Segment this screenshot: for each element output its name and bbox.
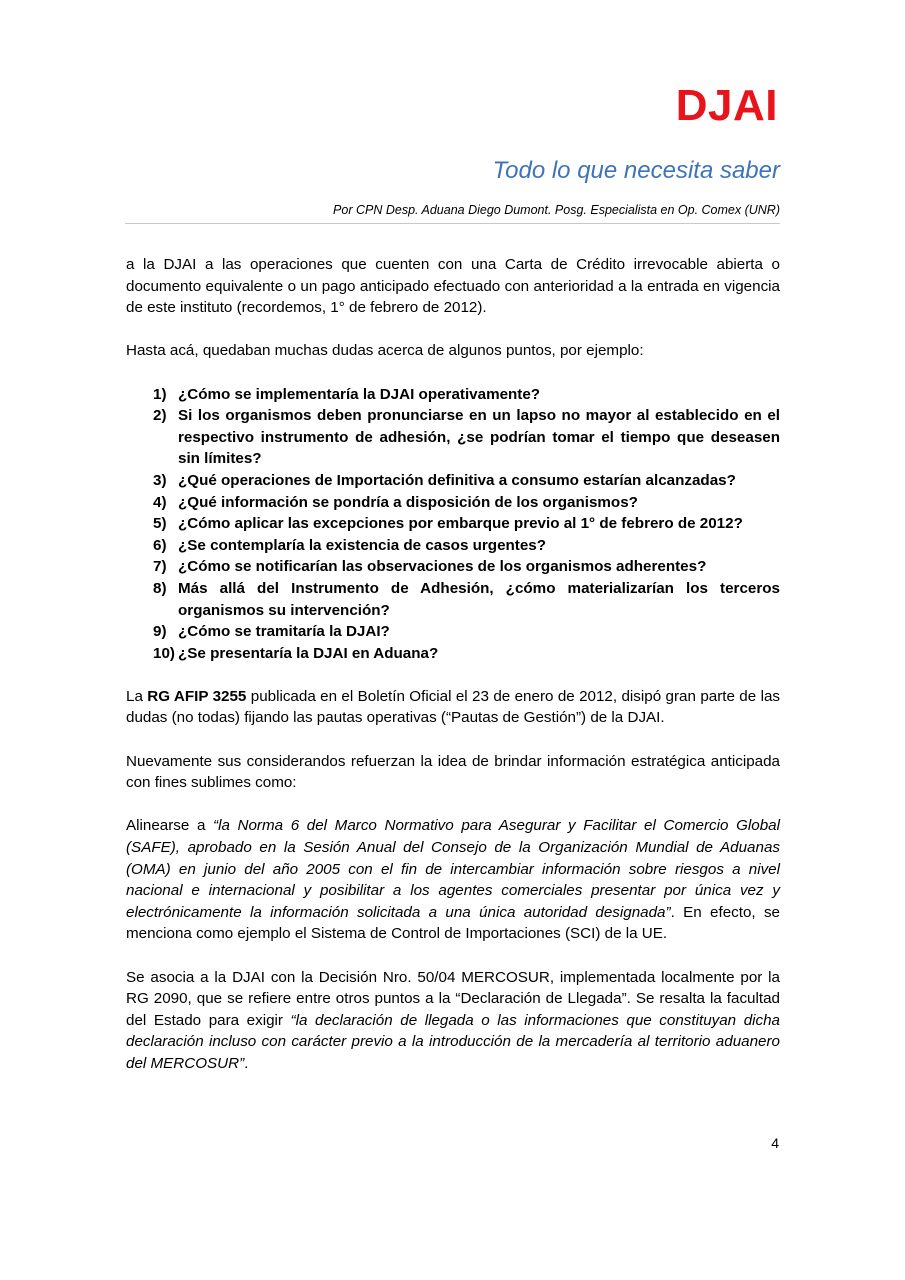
list-item-text: ¿Qué información se pondría a disposición de los organismos? <box>178 493 638 511</box>
list-item <box>126 492 780 514</box>
list-item-number: 6) <box>153 536 167 554</box>
list-item <box>126 384 780 406</box>
text-run: publicada en el Boletín Oficial el 23 de enero de 2012, disipó gran parte de las dudas (no todas) fijando las pautas operativas (“Pautas de Gestión”) de la DJAI. <box>126 687 780 727</box>
document-subtitle: Todo lo que necesita saber <box>492 157 780 184</box>
header-divider <box>125 223 780 224</box>
list-item-number: 10) <box>153 644 175 662</box>
list-item-number: 2) <box>153 407 167 425</box>
spacer <box>126 794 780 816</box>
list-item-number: 5) <box>153 515 167 533</box>
list-item-text: ¿Se presentaría la DJAI en Aduana? <box>178 644 439 662</box>
document-title: DJAI <box>675 81 778 130</box>
list-item-number: 3) <box>153 471 167 489</box>
list-item-number: 4) <box>153 493 167 511</box>
text-run: La <box>126 687 148 705</box>
list-item-text: ¿Cómo se notificarían las observaciones de los organismos adherentes? <box>178 558 707 576</box>
author-line: Por CPN Desp. Aduana Diego Dumont. Posg. Especialista en Op. Comex (UNR) <box>333 203 780 217</box>
list-item-number: 9) <box>153 623 167 641</box>
page-number: 4 <box>771 1135 779 1151</box>
body-text <box>126 254 780 1075</box>
text-run: Se asocia a la DJAI con la Decisión Nro. 50/04 MERCOSUR, implementada localmente por la RG 2090, que se refiere entre otros puntos a la “Declaración de Llegada”. Se resalta la facultad del Estado para exigir <box>126 968 780 1029</box>
spacer <box>126 319 780 341</box>
text-run: . En efecto, se menciona como ejemplo el Sistema de Control de Importaciones (SCI) de la UE. <box>126 903 780 943</box>
list-item-text: ¿Qué operaciones de Importación definitiva a consumo estarían alcanzadas? <box>178 471 736 489</box>
list-item <box>126 621 780 643</box>
paragraph-carta-credito: a la DJAI a las operaciones que cuenten con una Carta de Crédito irrevocable abierta o documento equivalente o un pago anticipado efectuado con anterioridad a la entrada en vigencia de este instituto (recordemos, 1° de febrero de 2012). <box>126 256 780 317</box>
paragraph-rg-afip <box>126 686 780 729</box>
list-item-number: 1) <box>153 385 167 403</box>
list-item <box>126 535 780 557</box>
paragraph-dudas-intro: Hasta acá, quedaban muchas dudas acerca de algunos puntos, por ejemplo: <box>126 342 644 360</box>
spacer <box>126 729 780 751</box>
paragraph-safe <box>126 815 780 945</box>
list-item-text: Si los organismos deben pronunciarse en un lapso no mayor al establecido en el respectivo instrumento de adhesión, ¿se podrían tomar el tiempo que deseasen sin límites? <box>178 407 780 468</box>
safe-quote: “la Norma 6 del Marco Normativo para Asegurar y Facilitar el Comercio Global (SAFE), aprobado en la Sesión Anual del Consejo de la Organización Mundial de Aduanas (OMA) en junio del año 2005 con el fin de intercambiar información sobre riesgos a nivel nacional e internacional y posibilitar a los agentes comerciales presentar por única vez y electrónicamente la información solicitada a una única autoridad designada” <box>126 817 780 921</box>
paragraph-considerandos: Nuevamente sus considerandos refuerzan la idea de brindar información estratégica anticipada con fines sublimes como: <box>126 752 780 792</box>
list-item-text: ¿Cómo se tramitaría la DJAI? <box>178 623 390 641</box>
spacer <box>126 664 780 686</box>
list-item <box>126 556 780 578</box>
questions-list <box>126 384 780 665</box>
rg-afip-reference: RG AFIP 3255 <box>147 687 247 705</box>
paragraph-mercosur <box>126 967 780 1075</box>
list-item <box>126 470 780 492</box>
list-item <box>126 578 780 621</box>
text-run: Alinearse a <box>126 817 214 835</box>
list-item-text: Más allá del Instrumento de Adhesión, ¿cómo materializarían los terceros organismos su intervención? <box>178 579 780 619</box>
spacer <box>126 362 780 384</box>
list-item-number: 8) <box>153 579 167 597</box>
list-item-text: ¿Cómo se implementaría la DJAI operativamente? <box>178 385 541 403</box>
text-run: . <box>244 1054 249 1072</box>
list-item-number: 7) <box>153 558 167 576</box>
mercosur-quote: “la declaración de llegada o las informaciones que constituyan dicha declaración incluso con carácter previo a la introducción de la mercadería al territorio aduanero del MERCOSUR” <box>126 1011 781 1072</box>
spacer <box>126 945 780 967</box>
list-item <box>126 643 780 665</box>
list-item-text: ¿Cómo aplicar las excepciones por embarque previo al 1° de febrero de 2012? <box>178 515 743 533</box>
list-item-text: ¿Se contemplaría la existencia de casos urgentes? <box>178 536 547 554</box>
list-item <box>126 405 780 470</box>
list-item <box>126 513 780 535</box>
